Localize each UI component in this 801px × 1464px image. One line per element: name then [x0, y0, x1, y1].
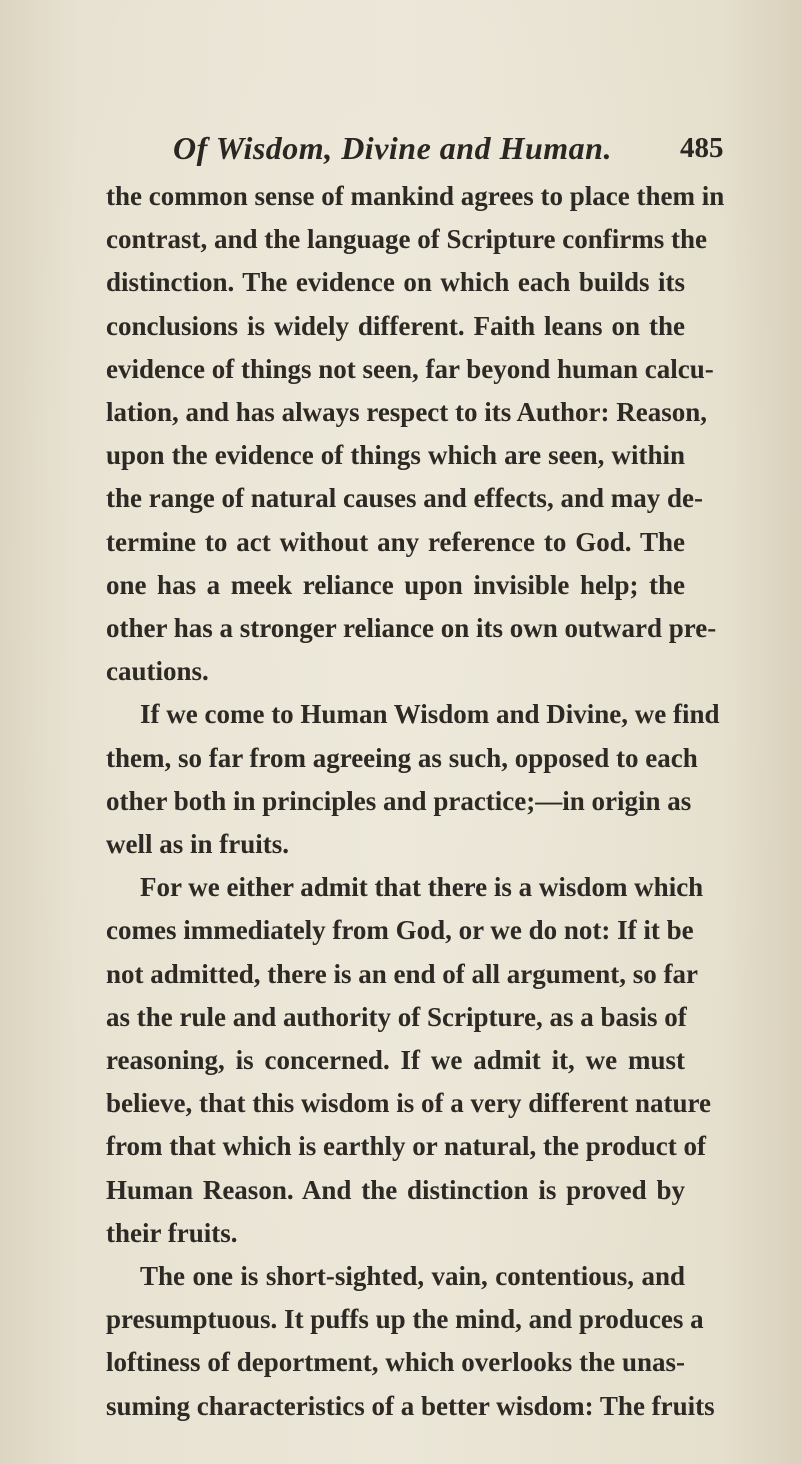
text-line: Human Reason. And the distinction is proved by [106, 1174, 685, 1205]
text-line: distinction. The evidence on which each builds its [106, 267, 685, 298]
text-line: as the rule and authority of Scripture, as a basis of [106, 1001, 687, 1032]
page-number: 485 [680, 132, 724, 164]
text-line: loftiness of deportment, which overlooks the unas- [106, 1347, 685, 1378]
text-line: other both in principles and practice;—in origin as [106, 785, 692, 816]
text-line: one has a meek reliance upon invisible help; the [106, 569, 685, 600]
text-line: evidence of things not seen, far beyond human calcu- [106, 353, 714, 384]
text-line: their fruits. [106, 1217, 238, 1248]
text-line: them, so far from agreeing as such, opposed to each [106, 742, 698, 773]
text-line: upon the evidence of things which are seen, within [106, 440, 685, 471]
text-line: If we come to Human Wisdom and Divine, we find [140, 699, 720, 730]
text-line: conclusions is widely different. Faith leans on the [106, 310, 685, 341]
text-line: well as in fruits. [106, 829, 290, 859]
text-line: the range of natural causes and effects, and may de- [106, 483, 703, 514]
text-line: lation, and has always respect to its Author: Reason, [106, 397, 708, 427]
text-line: comes immediately from God, or we do not: If it be [106, 915, 694, 946]
text-line: The one is short-sighted, vain, contentious, and [140, 1261, 685, 1291]
text-line: termine to act without any reference to God. The [106, 526, 685, 557]
text-line: reasoning, is concerned. If we admit it, we must [106, 1045, 685, 1075]
text-line: the common sense of mankind agrees to place them in [106, 181, 725, 211]
text-line: other has a stronger reliance on its own outward pre- [106, 613, 717, 643]
running-title: Of Wisdom, Divine and Human. [173, 130, 612, 166]
text-line: believe, that this wisdom is of a very different nature [106, 1088, 711, 1119]
text-line: For we either admit that there is a wisdom which [140, 872, 704, 903]
text-line: from that which is earthly or natural, the product of [106, 1131, 706, 1162]
text-line: presumptuous. It puffs up the mind, and produces a [106, 1304, 704, 1335]
text-line: contrast, and the language of Scripture confirms the [106, 224, 707, 255]
text-line: cautions. [106, 656, 209, 687]
text-line: suming characteristics of a better wisdom: The fruits [106, 1390, 715, 1421]
page-header [0, 122, 801, 172]
text-line: not admitted, there is an end of all argument, so far [106, 958, 698, 989]
